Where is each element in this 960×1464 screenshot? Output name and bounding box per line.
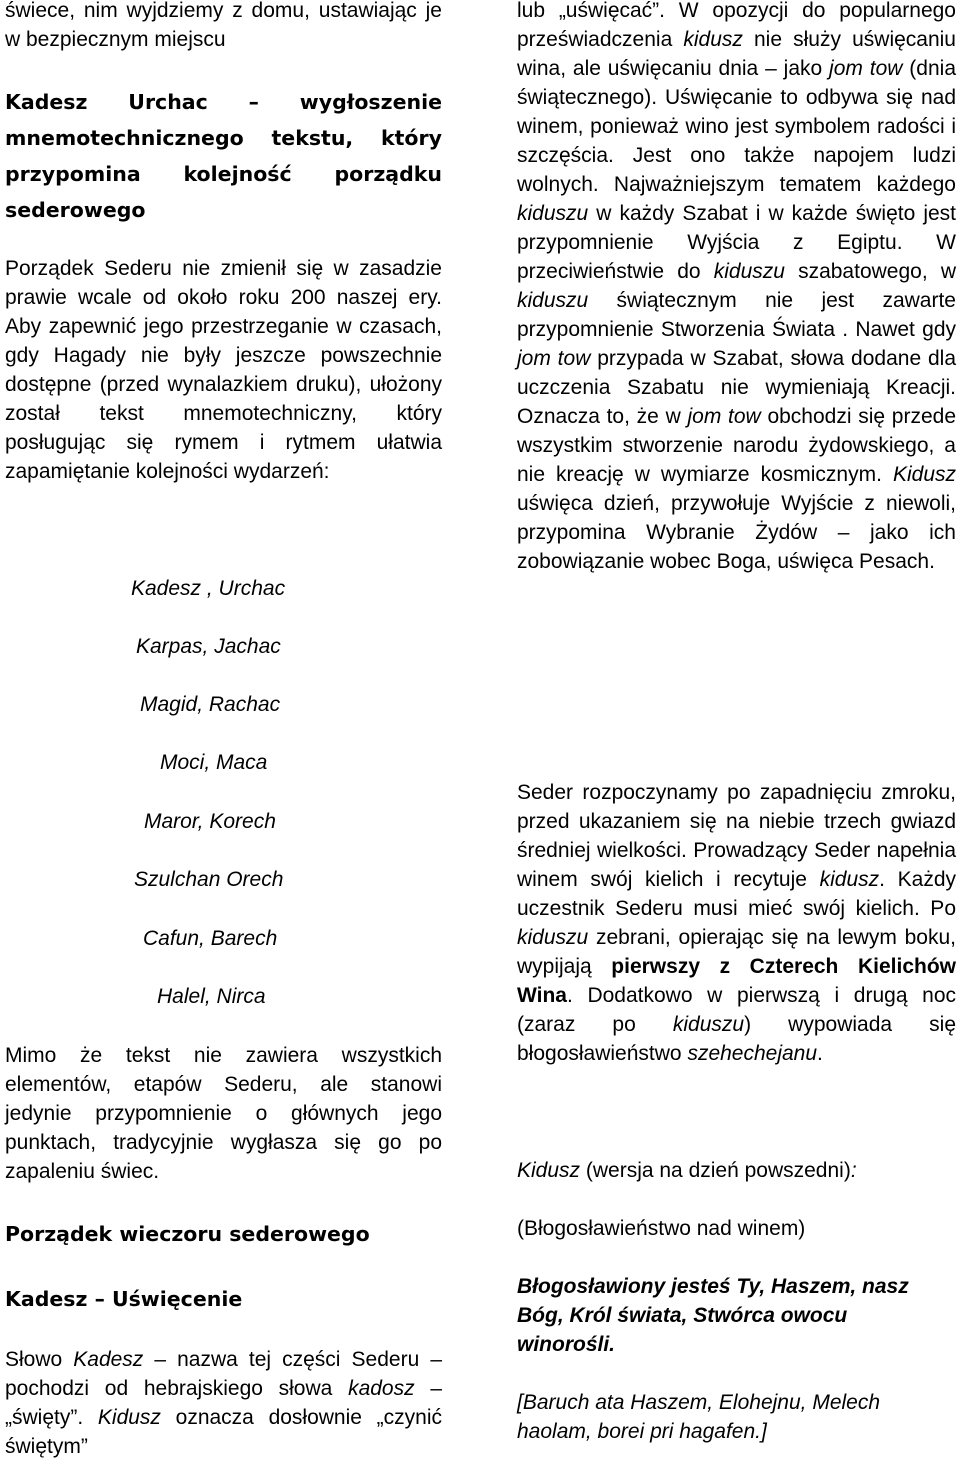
paragraph-seder-order: Porządek Sederu nie zmienił się w zasadzie prawie wcale od około roku 200 naszej ery. Aby zapewnić jego przestrzeganie w czasach, gdy Hagady nie były jeszcze powszechnie dostępne (przed wynalazkiem druku), ułożony został tekst mnemotechniczny, który posługując się rymem i rytmem ułatwia zapamiętanie kolejności wydarzeń: (5, 257, 442, 483)
heading-kadesz-sanctification: Kadesz – Uświęcenie (5, 1287, 243, 1311)
poem-line: Cafun, Barech (143, 927, 278, 950)
kidusz-version-title: Kidusz (wersja na dzień powszedni): (517, 1159, 857, 1182)
blessing-text: Błogosławiony jesteś Ty, Haszem, nasz Bóg, Król świata, Stwórca owocu winorośli. (517, 1275, 909, 1356)
paragraph-mnemonic-note: Mimo że tekst nie zawiera wszystkich elementów, etapów Sederu, ale stanowi jedynie przypomnienie o głównych jego punktach, tradycyjnie wygłasza się go po zapaleniu świec. (5, 1044, 442, 1183)
paragraph-kadesz-meaning: Słowo Kadesz – nazwa tej części Sederu – pochodzi od hebrajskiego słowa kadosz – „święty”. Kidusz oznacza dosłownie „czynić świętym” (5, 1348, 443, 1458)
paragraph-kidusz-meaning: lub „uświęcać”. W opozycji do popularnego przeświadczenia kidusz nie służy uświęcaniu wina, ale uświęcaniu dnia – jako jom tow (dnia świątecznego). Uświęcanie to odbywa się nad winem, ponieważ wino jest symbolem radości i szczęścia. Jest ono także napojem ludzi wolnych. Najważniejszym tematem każdego kiduszu w każdy Szabat i w każde święto jest przypomnienie Wyjścia z Egiptu. W przeciwieństwie do kiduszu szabatowego, w kiduszu świątecznym nie jest zawarte przypomnienie Stworzenia Świata . Nawet gdy jom tow przypada w Szabat, słowa dodane dla uczczenia Szabatu nie wymieniają Kreacji. Oznacza to, że w jom tow obchodzi się przede wszystkim stworzenie narodu żydowskiego, a nie kreację w wymiarze kosmicznym. Kidusz uświęca dzień, przywołuje Wyjście z niewoli, przypomina Wybranie Żydów – jako ich zobowiązanie wobec Boga, uświęca Pesach. (517, 0, 957, 573)
paragraph-seder-start: Seder rozpoczynamy po zapadnięciu zmroku, przed ukazaniem się na niebie trzech gwiazd średniej wielkości. Prowadzący Seder napełnia winem swój kielich i recytuje kidusz. Każdy uczestnik Sederu musi mieć swój kielich. Po kiduszu zebrani, opierając się na lewym boku, wypijają pierwszy z Czterech Kielichów Wina. Dodatkowo w pierwszą i drugą noc (zaraz po kiduszu) wypowiada się błogosławieństwo szehechejanu. (517, 781, 957, 1065)
blessing-note: (Błogosławieństwo nad winem) (517, 1217, 806, 1240)
poem-line: Maror, Korech (144, 810, 276, 833)
poem-line: Kadesz , Urchac (131, 577, 286, 600)
intro-text: świece, nim wyjdziemy z domu, ustawiając je w bezpiecznym miejscu (5, 0, 442, 51)
heading-seder-evening-order: Porządek wieczoru sederowego (5, 1222, 370, 1246)
poem-line: Karpas, Jachac (136, 635, 281, 658)
poem-line: Magid, Rachac (140, 693, 281, 716)
blessing-transliteration: [Baruch ata Haszem, Elohejnu, Melech haolam, borei pri hagafen.] (517, 1391, 881, 1443)
poem-line: Moci, Maca (160, 751, 268, 774)
heading-kadesz-urchac: Kadesz Urchac – wygłoszenie mnemotechnicznego tekstu, który przypomina kolejność porządku sederowego (5, 90, 442, 222)
poem-line: Szulchan Orech (134, 868, 284, 891)
poem-line: Halel, Nirca (157, 985, 266, 1008)
